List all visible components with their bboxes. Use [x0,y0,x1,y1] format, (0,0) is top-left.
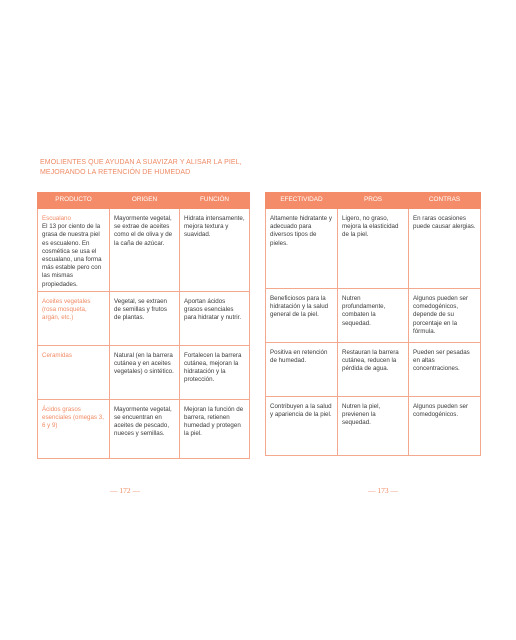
cell-pros: Restauran la barrera cutánea, reducen la pérdida de agua. [338,343,409,397]
cell-origen: Mayormente vegetal, se extrae de aceites como el de oliva y de la caña de azúcar. [110,209,180,292]
cell-efectividad: Beneficiosos para la hidratación y la salud general de la piel. [266,289,338,343]
table-row [266,289,481,343]
cell-producto [38,209,110,292]
cell-efectividad: Contribuyen a la salud y apariencia de la piel. [266,397,338,456]
cell-efectividad: Altamente hidratante y adecuado para diversos tipos de pieles. [266,209,338,289]
cell-funcion: Aportan ácidos grasos esenciales para hidratar y nutrir. [180,291,250,345]
table-header-row [38,193,250,209]
cell-origen: Vegetal, se extraen de semillas y frutos de plantas. [110,291,180,345]
cell-origen: Natural (en la barrera cutánea y en aceites vegetales) o sintético. [110,345,180,399]
emollients-table-left [37,192,250,459]
page-number-right: — 173 — [368,486,398,495]
cell-origen: Mayormente vegetal, se encuentran en aceites de pescado, nueces y semillas. [110,399,180,458]
header-funcion: FUNCIÓN [180,193,250,209]
header-contras: CONTRAS [409,193,481,209]
page-number-left: — 172 — [110,486,140,495]
cell-producto: Aceites vegetales (rosa mosqueta, argán, etc.) [38,291,110,345]
header-origen: ORIGEN [110,193,180,209]
page-title [40,158,242,178]
table-row [38,399,250,458]
table-row [38,291,250,345]
cell-contras: Algunos pueden ser comedogénicos. [409,397,481,456]
table-row [266,343,481,397]
table-row [38,345,250,399]
cell-pros: Nutren profundamente, combaten la sequedad. [338,289,409,343]
table-row [266,397,481,456]
title-line-1: EMOLIENTES QUE AYUDAN A SUAVIZAR Y ALISAR LA PIEL, [40,159,242,166]
title-line-2: MEJORANDO LA RETENCIÓN DE HUMEDAD [40,169,191,176]
cell-funcion: Hidrata intensamente, mejora textura y suavidad. [180,209,250,292]
cell-contras: En raras ocasiones puede causar alergias. [409,209,481,289]
cell-contras: Pueden ser pesadas en altas concentraciones. [409,343,481,397]
cell-producto: Ceramidas [38,345,110,399]
cell-contras: Algunos pueden ser comedogénicos, depende de su porcentaje en la fórmula. [409,289,481,343]
cell-efectividad: Positiva en retención de humedad. [266,343,338,397]
emollients-table-right [265,192,481,456]
cell-producto: Ácidos grasos esenciales (omegas 3, 6 y 9) [38,399,110,458]
table-row [38,209,250,292]
header-producto: PRODUCTO [38,193,110,209]
product-name: Escualano [42,215,71,222]
cell-funcion: Fortalecen la barrera cutánea, mejoran la hidratación y la protección. [180,345,250,399]
cell-pros: Nutren la piel, previenen la sequedad. [338,397,409,456]
table-header-row [266,193,481,209]
header-pros: PROS [338,193,409,209]
table-row [266,209,481,289]
cell-funcion: Mejoran la función de barrera, retienen humedad y protegen la piel. [180,399,250,458]
header-efectividad: EFECTIVIDAD [266,193,338,209]
product-description: El 13 por ciento de la grasa de nuestra piel es escualeno. En cosmética se usa el escualano, una forma más estable pero con las mismas propiedades. [42,223,102,288]
cell-pros: Ligero, no graso, mejora la elasticidad de la piel. [338,209,409,289]
